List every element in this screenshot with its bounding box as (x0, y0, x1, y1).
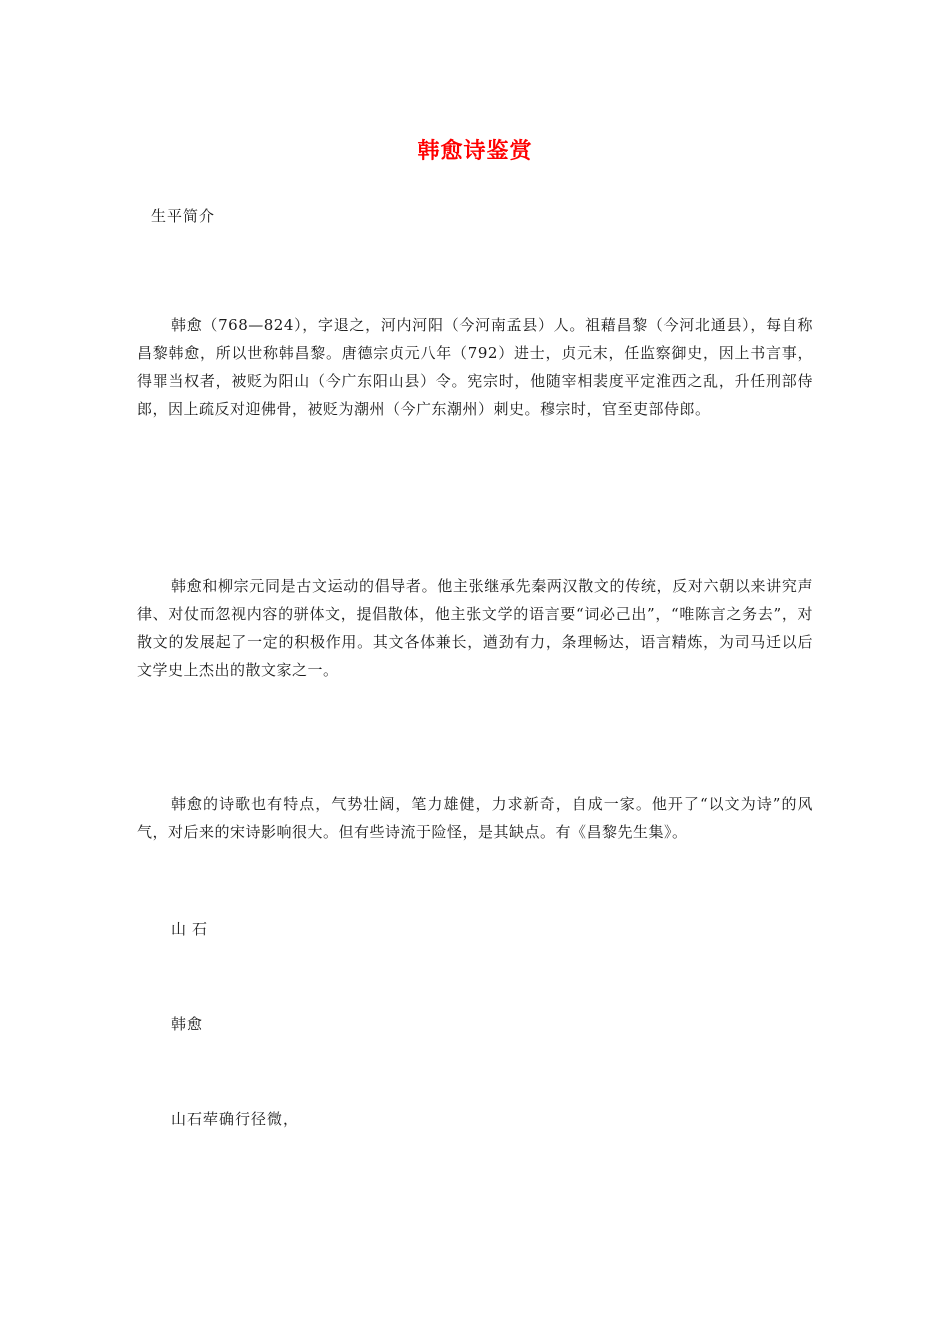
document-title: 韩愈诗鉴赏 (417, 138, 533, 164)
poem-author: 韩愈 (171, 1015, 204, 1033)
paragraph-biography: 韩愈（768—824），字退之，河内河阳（今河南孟县）人。祖藉昌黎（今河北通县），每自称昌黎韩愈，所以世称韩昌黎。唐德宗贞元八年（792）进士，贞元末，任监察御史，因上书言事，得罪当权者，被贬为阳山（今广东阳山县）令。宪宗时，他随宰相裴度平定淮西之乱，升任刑部侍郎，因上疏反对迎佛骨，被贬为潮州（今广东潮州）刺史。穆宗时，官至吏部侍郎。 (137, 316, 813, 418)
paragraph-poetry-style: 韩愈的诗歌也有特点，气势壮阔，笔力雄健，力求新奇，自成一家。他开了“以文为诗”的风气，对后来的宋诗影响很大。但有些诗流于险怪，是其缺点。有《昌黎先生集》。 (137, 795, 813, 841)
poem-title: 山石 (171, 920, 214, 938)
paragraph-prose-style: 韩愈和柳宗元同是古文运动的倡导者。他主张继承先秦两汉散文的传统，反对六朝以来讲究声律、对仗而忽视内容的骈体文，提倡散体，他主张文学的语言要“词必己出”，“唯陈言之务去”，对散文的发展起了一定的积极作用。其文各体兼长，遒劲有力，条理畅达，语言精炼，为司马迁以后文学史上杰出的散文家之一。 (137, 577, 813, 679)
poem-line: 山石荦确行径微， (171, 1110, 300, 1128)
section-heading: 生平简介 (151, 207, 216, 225)
